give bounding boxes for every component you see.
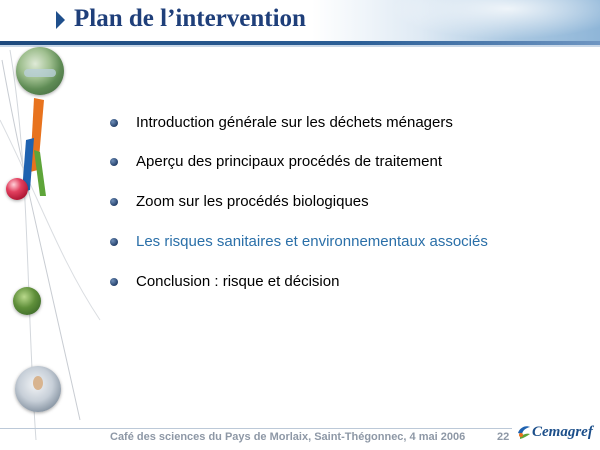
agenda-item bbox=[110, 192, 580, 214]
slide-title: Plan de l’intervention bbox=[74, 5, 306, 32]
cemagref-logo-text: Cemagref bbox=[532, 424, 593, 440]
agenda-item-text: Les risques sanitaires et environnementaux associés bbox=[136, 233, 488, 250]
bullet-dot-icon bbox=[110, 238, 118, 246]
bullet-dot-icon bbox=[110, 119, 118, 127]
footer-rule bbox=[0, 428, 512, 429]
agenda-item-text: Conclusion : risque et décision bbox=[136, 273, 340, 290]
agenda-item-current bbox=[110, 232, 580, 254]
bullet-dot-icon bbox=[110, 158, 118, 166]
agenda-item bbox=[110, 113, 580, 135]
page-number: 22 bbox=[497, 431, 510, 443]
cemagref-logo bbox=[517, 421, 597, 447]
agenda-item-text: Introduction générale sur les déchets ménagers bbox=[136, 114, 453, 131]
agenda-item bbox=[110, 272, 580, 294]
agenda-item-text: Zoom sur les procédés biologiques bbox=[136, 193, 369, 210]
agenda-item bbox=[110, 152, 580, 174]
bullet-dot-icon bbox=[110, 198, 118, 206]
cemagref-logo-icon bbox=[517, 424, 531, 440]
agenda-item-text: Aperçu des principaux procédés de traitement bbox=[136, 153, 443, 170]
footer-caption: Café des sciences du Pays de Morlaix, Saint-Thégonnec, 4 mai 2006 bbox=[110, 431, 466, 443]
bullet-dot-icon bbox=[110, 278, 118, 286]
